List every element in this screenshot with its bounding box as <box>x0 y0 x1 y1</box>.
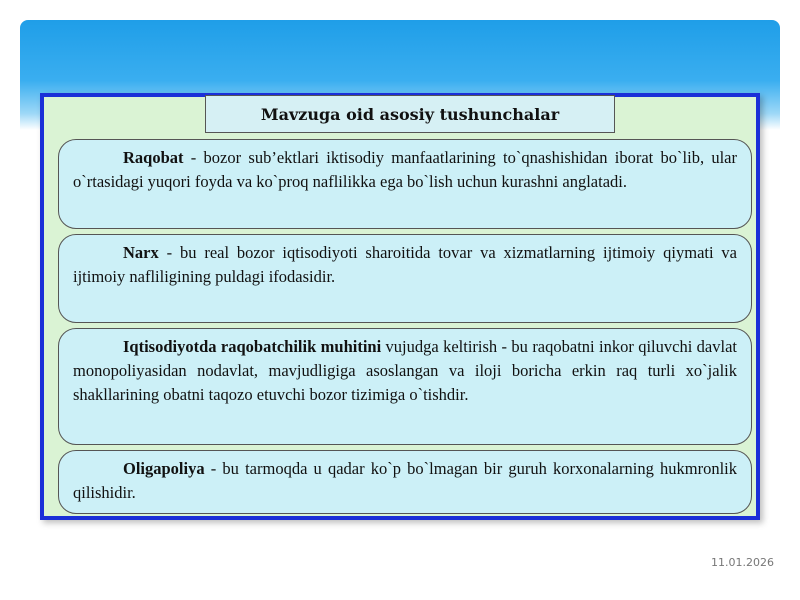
concept-card-oligapoliya <box>58 450 752 514</box>
concept-definition: - bu tarmoqda u qadar ko`p bo`lmagan bir guruh korxonalarning hukmronlik qilishidir. <box>73 459 737 502</box>
slide-date: 11.01.2026 <box>711 556 774 569</box>
concept-term: Iqtisodiyotda raqobatchilik muhitini <box>123 337 382 356</box>
concept-text <box>73 457 737 505</box>
concept-term: Raqobat <box>123 148 184 167</box>
concepts-panel <box>40 93 760 520</box>
concept-term: Narx <box>123 243 159 262</box>
concept-definition: - bozor sub’ektlari iktisodiy manfaatlarining to`qnashishidan iborat bo`lib, ular o`rtasidagi yuqori foyda va ko`proq naflilikka ega bo`lish uchun kurashni anglatadi. <box>73 148 737 191</box>
concept-definition: vujudga keltirish - bu raqobatni inkor qiluvchi davlat monopoliyasidan nodavlat, mavjudligiga asoslangan va iloji boricha erkin raq turli xo`jalik shakllarining obatni taqozo etuvchi bozor tizimiga o`tishdir. <box>73 337 737 404</box>
concept-text <box>73 241 737 289</box>
concept-text <box>73 335 737 407</box>
concept-definition: - bu real bozor iqtisodiyoti sharoitida tovar va xizmatlarning ijtimoiy qiymati va ijtimoiy nafliligining puldagi ifodasidir. <box>73 243 737 286</box>
concept-card-narx <box>58 234 752 323</box>
slide-title: Mavzuga oid asosiy tushunchalar <box>205 95 615 133</box>
concept-term: Oligapoliya <box>123 459 205 478</box>
concept-card-raqobat <box>58 139 752 229</box>
concept-card-raqobatchilik <box>58 328 752 445</box>
concept-text <box>73 146 737 194</box>
